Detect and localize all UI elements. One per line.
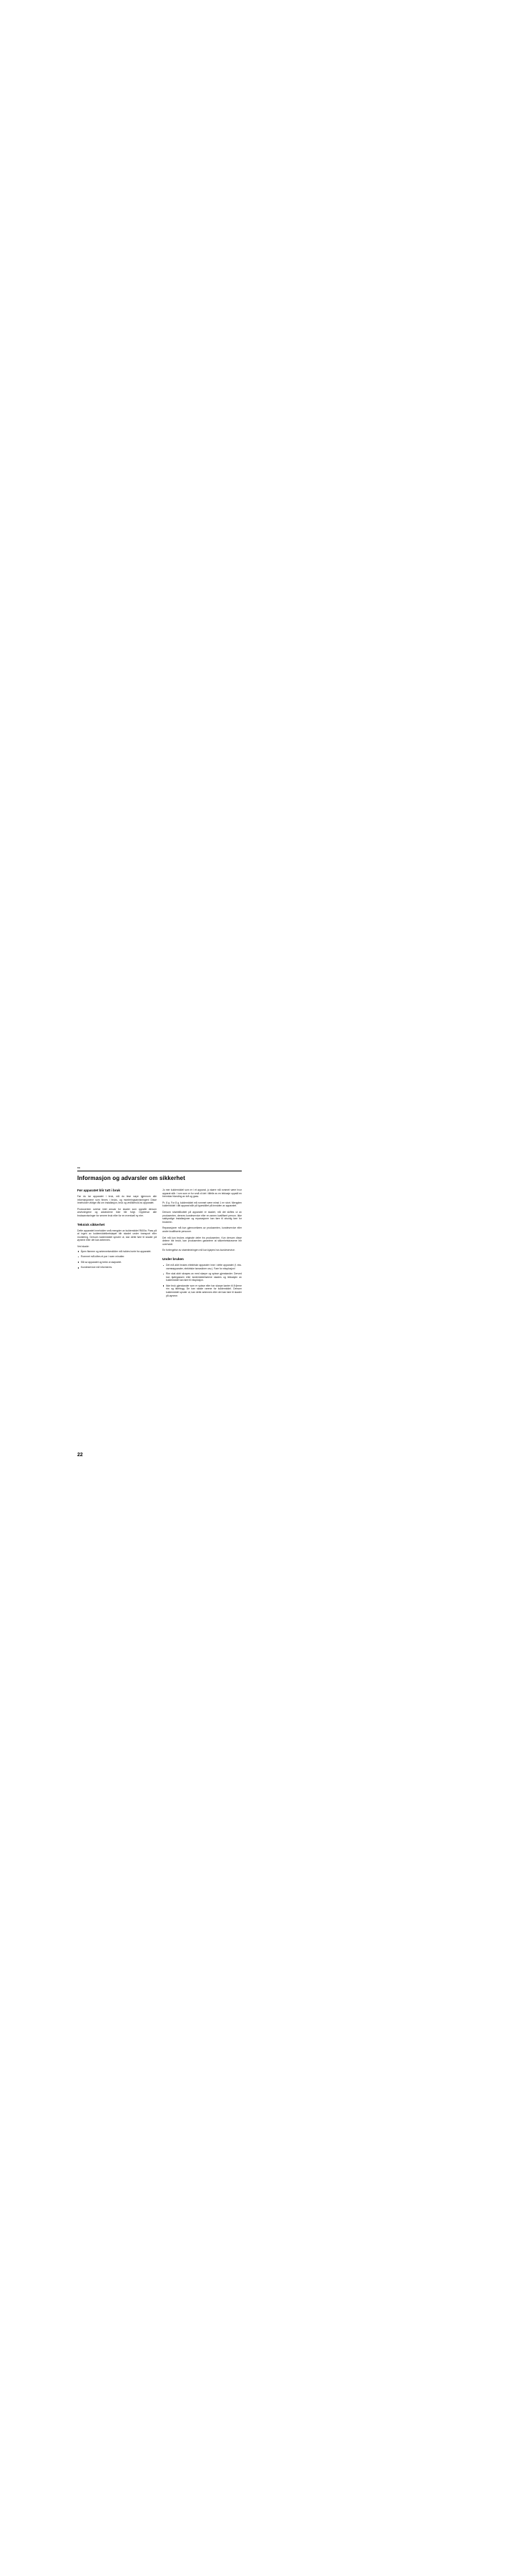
paragraph: Pr. 8 g. For 8 g. kuldemiddel må rommet være minst 1 m³ stort. Mengden kuldemiddel i ditt apparat står på typeskiltet på innsiden av apparatet. [162,1201,242,1208]
page-title: Informasjon og advarsler om sikkerhet [77,1175,185,1181]
manual-page-content [77,1166,242,1424]
paragraph: Jo mer kuldemiddel som er i et apparat, jo større må rommet være hvor apparat står. I rom som er for små vil det i tilfelle av en lekkasje oppstå en brennbar blanding av luft og gass. [162,1189,242,1199]
section-heading-technical-safety: Teknisk sikkerhet [77,1222,105,1226]
page-number: 22 [77,1453,83,1458]
list-item: Slå av apparatet og trekk ut støpselet. [77,1261,157,1264]
list-item: Åpen flamme og antennelseskilder må holdes borte fra apparatet. [77,1250,157,1254]
list-item: Det må aldri brukes elektriske apparater inne i dette apparatet (f. eks. varmeapparater, elektriske ismaskiner osv.). Fare for eksplosjon! [162,1264,242,1270]
section-heading-before-use: Før apparatet blir tatt i bruk [77,1189,120,1192]
damage-steps-list [77,1250,157,1269]
paragraph: Reparasjoner må kun gjennomføres av produsenten, kundeservice eller andre kvalifiserte personer. [162,1226,242,1233]
paragraph: En forlengelse av strømledningen må kun kjøpes hos kundeservice. [162,1249,235,1252]
paragraph: Dersom strømtilkoblet på apparatet er skadet, må det skiftes ut av produsenten, dennes kundeservice eller en annen kvalifisert person. Ikke sakkyndige installasjoner og reparasjoner kan føre til alvorlig fare for brukeren. [162,1210,242,1224]
section-heading-during-use: Under bruken [162,1257,184,1261]
list-item: Rommet må luftes et par i noen minutter. [77,1255,157,1259]
paragraph: Dette apparatet inneholder små mengder av kuldemiddel R600a. Pass på at ingen av kuldemiddelkretsløpet blir skadet under transport eller montering. Dersom kuldemiddel spruter ut, kan dette føre til skader på øynene eller det kan antennes. [77,1229,157,1242]
paragraph: Det må kun brukes originale deler fra produsenten. Kun dersom disse delene blir brukt, kan produsenten garantere at sikkerhetskravene blir overholdt. [162,1236,242,1246]
list-item: Rim skal aldri skrapes av med skarpe og spisse gjenstander. Derved kan kjølegassen eller kuldemiddelrørene skades og lekkasjen av kuldemiddel kan føre til eksplosjon. [162,1272,242,1282]
list-item: Kundeservice må informeres. [77,1266,157,1269]
two-column-body [77,1189,242,1300]
language-tag: no [77,1166,81,1169]
paragraph: Før du tar apparatet i bruk, må du lese nøye igjennom alle informasjonene som finnes i bruks- og monteringsanvisningen! Disse inneholder viktige råd om installasjon, bruk og vedlikehold av apparatet. [77,1195,157,1205]
right-column [162,1189,242,1300]
left-column [77,1189,157,1272]
paragraph: Produsenten overtar intet ansvar for skader som oppstår dersom anvisningene og advarslene ikke blir fulgt. Oppbevar alle bruksanvisninger for senere bruk eller for en eventuell ny eier. [77,1207,157,1217]
subheading-on-damage: Ved skade: [77,1244,89,1248]
list-item: Ikke bruk gjenstander som er spisse eller har skarpe kanter til å fjerne rim og isbelegg. De kan skade rørene for kuldemiddel. Dersom kuldemiddel spruter ut, kan dette antennes eller det kan føre til skader på øynene. [162,1284,242,1297]
during-use-list [162,1264,242,1297]
